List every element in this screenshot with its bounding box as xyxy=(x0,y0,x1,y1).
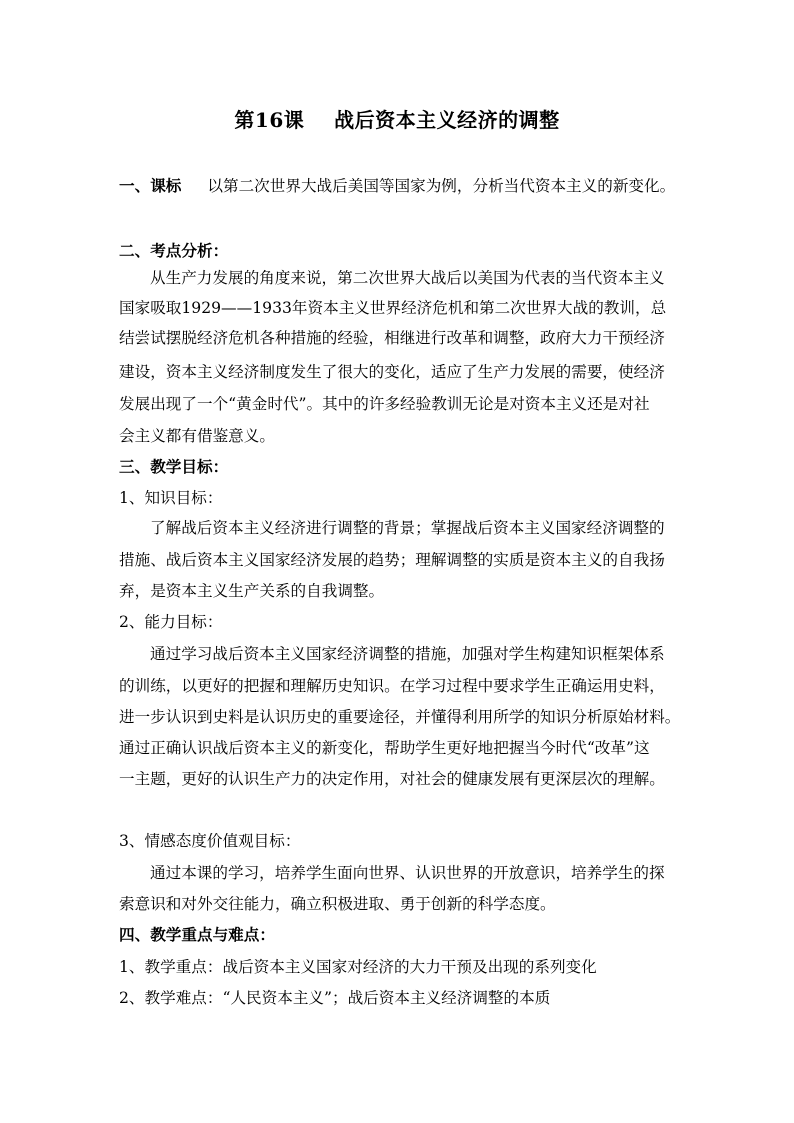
section-heading-course-standard: 一、课标 xyxy=(119,176,182,195)
paragraph-line: 国家吸取1929——1933年资本主义世界经济危机和第二次世界大战的教训，总 xyxy=(119,299,667,317)
teaching-difficulty-line: 2、教学难点：“人民资本主义”；战后资本主义经济调整的本质 xyxy=(119,989,551,1007)
page-title: 第16课 战后资本主义经济的调整 xyxy=(234,108,560,132)
paragraph-line: 通过正确认识战后资本主义的新变化，帮助学生更好地把握当今时代“改革”这 xyxy=(119,739,650,757)
paragraph-line: 通过学习战后资本主义国家经济调整的措施，加强对学生构建知识框架体系 xyxy=(150,645,665,663)
course-standard-text: 以第二次世界大战后美国等国家为例，分析当代资本主义的新变化。 xyxy=(207,177,676,195)
section-heading-teaching-goals: 三、教学目标： xyxy=(119,457,229,476)
subheading-knowledge-goals: 1、知识目标： xyxy=(119,489,223,507)
paragraph-line: 一主题，更好的认识生产力的决定作用，对社会的健康发展有更深层次的理解。 xyxy=(119,770,665,788)
course-standard-line xyxy=(119,176,679,196)
paragraph-line: 从生产力发展的角度来说，第二次世界大战后以美国为代表的当代资本主义 xyxy=(150,269,665,287)
teaching-focus-line: 1、教学重点：战后资本主义国家对经济的大力干预及出现的系列变化 xyxy=(119,958,597,976)
paragraph-line: 措施、战后资本主义国家经济发展的趋势；理解调整的实质是资本主义的自我扬 xyxy=(119,551,665,569)
paragraph-line: 的训练，以更好的把握和理解历史知识。在学习过程中要求学生正确运用史料， xyxy=(119,677,665,695)
paragraph-line: 通过本课的学习，培养学生面向世界、认识世界的开放意识，培养学生的探 xyxy=(150,864,665,882)
paragraph-line: 会主义都有借鉴意义。 xyxy=(119,427,275,445)
subheading-emotion-goals: 3、情感态度价值观目标： xyxy=(119,832,301,850)
paragraph-line: 弃，是资本主义生产关系的自我调整。 xyxy=(119,582,385,600)
section-heading-exam-analysis: 二、考点分析： xyxy=(119,241,229,260)
paragraph-line: 进一步认识到史料是认识历史的重要途径，并懂得利用所学的知识分析原始材料。 xyxy=(119,708,681,726)
subheading-ability-goals: 2、能力目标： xyxy=(119,613,223,631)
section-heading-key-points: 四、教学重点与难点： xyxy=(119,925,275,944)
paragraph-line: 发展出现了一个“黄金时代”。其中的许多经验教训无论是对资本主义还是对社 xyxy=(119,395,650,413)
paragraph-line: 了解战后资本主义经济进行调整的背景；掌握战后资本主义国家经济调整的 xyxy=(150,519,665,537)
paragraph-line: 结尝试摆脱经济危机各种措施的经验，相继进行改革和调整，政府大力干预经济 xyxy=(119,329,665,347)
paragraph-line: 索意识和对外交往能力，确立积极进取、勇于创新的科学态度。 xyxy=(119,895,556,913)
paragraph-line: 建设，资本主义经济制度发生了很大的变化，适应了生产力发展的需要，使经济 xyxy=(119,363,665,381)
